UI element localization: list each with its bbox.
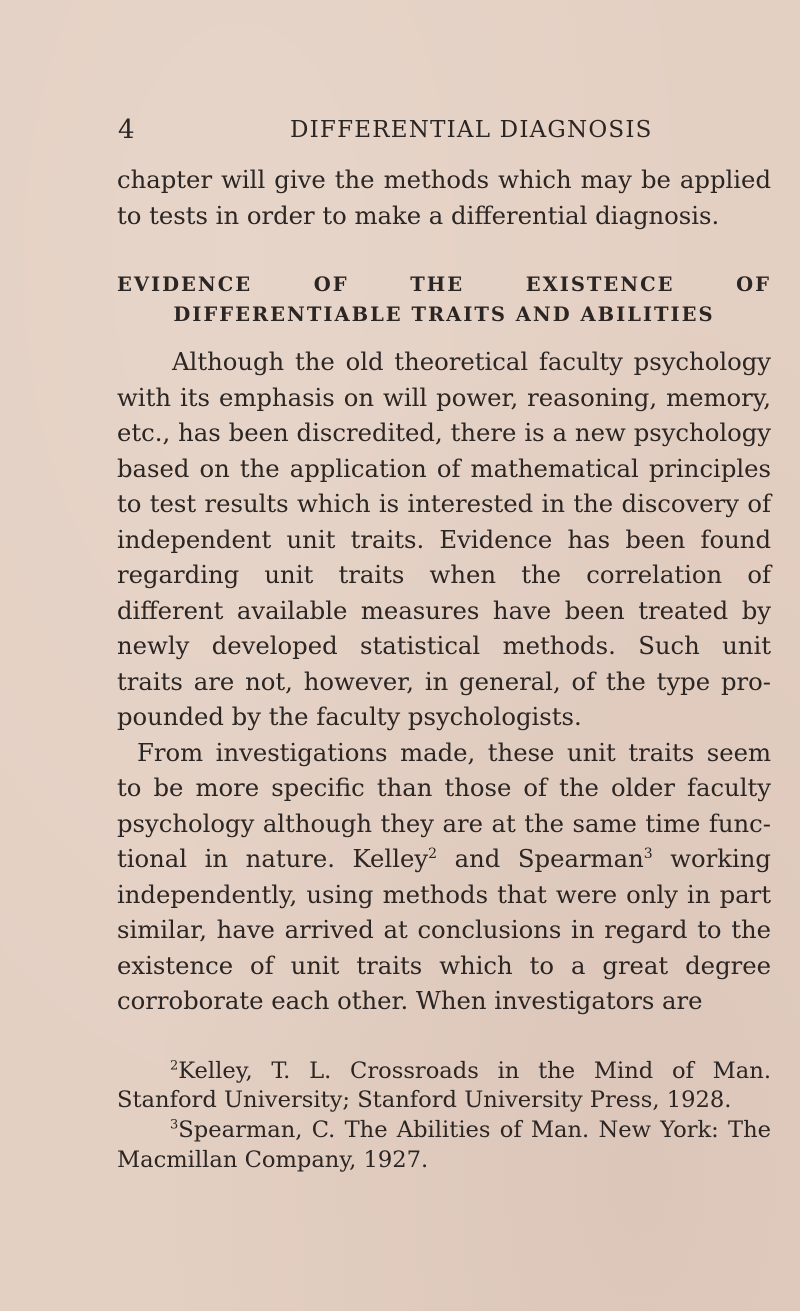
body-paragraph-2-part-2: and Spearman [437,844,644,873]
footnote-reference-2: 2 [428,845,437,862]
body-paragraph-2-part-3: working independently, using methods that were only in part similar, have arrived at conclusions in regard to the existence of unit traits which to a great degree corroborate each other. When investigators are [117,844,771,1015]
body-paragraph-2-part-1: From investigations made, these unit traits seem to be more specific than those of the older faculty psychology although they are at the same time func-tional in nature. Kelley [117,737,771,873]
footnote-text-2: Kelley, T. L. Crossroads in the Mind of Man. Stanford University; Stanford University Press, 1928. [117,1057,771,1114]
body-paragraph-1: Although the old theoretical faculty psychology with its emphasis on will power, reasoning, memory, etc., has been discredited, there is a new psychology based on the application of mathematical principles to test results which is interested in the discovery of independent unit traits. Evidence has been found regarding unit traits when the correlation of different available measures have been treated by newly developed statistical methods. Such unit traits are not, however, in general, of the type pro-pounded by the faculty psychologists. [117,347,771,731]
footnote-mark-3: 3 [170,1117,179,1133]
footnotes [117,1057,771,1176]
footnote-text-3: Spearman, C. The Abilities of Man. New York: The Macmillan Company, 1927. [117,1116,771,1173]
section-heading: EVIDENCE OF THE EXISTENCE OF DIFFERENTIABLE TRAITS AND ABILITIES [117,273,771,326]
opening-paragraph: chapter will give the methods which may be applied to tests in order to make a differential diagnosis. [117,165,771,230]
footnote-reference-3: 3 [643,845,653,862]
footnote-3 [117,1116,771,1175]
page-number: 4 [118,115,135,145]
footnote-2 [117,1057,771,1116]
running-head: DIFFERENTIAL DIAGNOSIS [290,117,653,143]
body-paragraph-2 [117,735,771,1019]
page-content [117,162,771,1175]
page-header [118,115,768,149]
footnote-mark-2: 2 [170,1057,179,1073]
